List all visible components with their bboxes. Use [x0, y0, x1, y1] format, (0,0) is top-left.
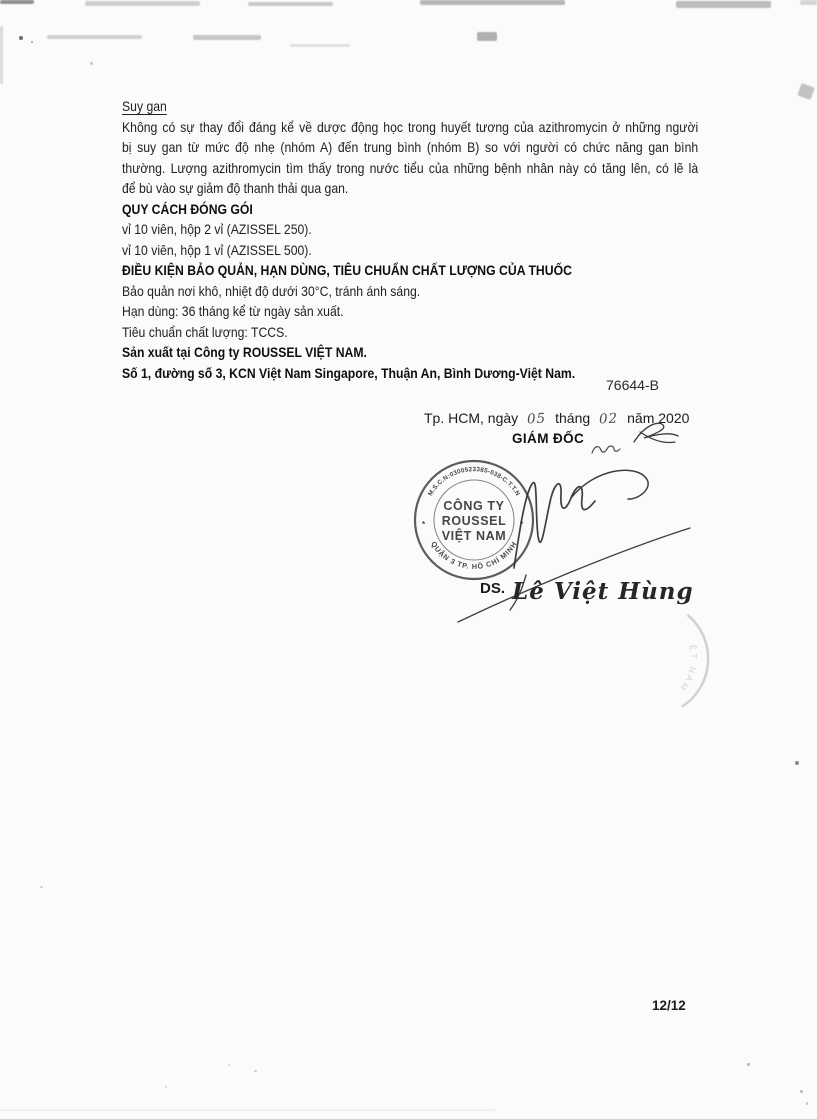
director-title: GIÁM ĐỐC — [512, 431, 585, 446]
scan-smudge — [0, 0, 34, 4]
manufacturer-address-line: Số 1, đường số 3, KCN Việt Nam Singapore, Thuận An, Bình Dương-Việt Nam. — [122, 364, 576, 381]
scan-speck — [254, 1070, 257, 1072]
scan-speck — [40, 886, 43, 888]
stamp-arc-bottom-text: QUẬN 3 TP. HỒ CHÍ MINH — [429, 539, 519, 572]
stamp-center-line1: CÔNG TY — [443, 499, 505, 513]
packaging-line: vỉ 10 viên, hộp 2 vỉ (AZISSEL 250). — [122, 221, 312, 237]
signer-name: Lê Việt Hùng — [512, 578, 694, 605]
ghost-stamp-text: ỆT NAM — [676, 643, 699, 695]
storage-conditions-heading: ĐIỀU KIỆN BẢO QUẢN, HẠN DÙNG, TIÊU CHUẨN CHẤT LƯỢNG CỦA THUỐC — [122, 262, 572, 278]
liver-paragraph-line: để bù vào sự giảm độ thanh thải qua gan. — [122, 180, 349, 196]
liver-section-heading: Suy gan — [122, 98, 167, 114]
scan-speck — [228, 1064, 230, 1066]
scan-smudge — [85, 1, 200, 6]
scan-speck — [165, 1086, 167, 1088]
scan-speck — [800, 1090, 803, 1093]
quality-standard-line: Tiêu chuẩn chất lượng: TCCS. — [122, 323, 288, 340]
scan-speck — [31, 41, 33, 43]
storage-line: Bảo quản nơi khô, nhiệt độ dưới 30°C, tránh ánh sáng. — [122, 282, 421, 299]
scan-smudge — [0, 26, 3, 84]
stamp-arc-top-text: M.S.C.N:0300523385-038-C.T.T.N — [426, 466, 522, 498]
scan-smudge — [248, 2, 333, 6]
scan-smudge — [193, 35, 261, 40]
scan-speck — [795, 761, 799, 765]
scan-smudge — [0, 1109, 495, 1111]
liver-paragraph-line: thường. Lượng azithromycin tìm thấy trong nước tiểu của những bệnh nhân này có tăng lên, có lẽ là — [122, 159, 699, 176]
scan-speck — [806, 1102, 808, 1105]
stamp-star-right: * — [520, 520, 524, 529]
date-prefix: Tp. HCM, ngày — [424, 410, 519, 426]
page-number: 12/12 — [652, 998, 686, 1013]
svg-text:ỆT NAM — [676, 642, 700, 695]
scan-smudge — [477, 32, 497, 41]
scan-smudge — [47, 35, 142, 39]
liver-paragraph-line: bị suy gan từ mức độ nhẹ (nhóm A) đến trung bình (nhóm B) so với người có chức năng gan bình — [122, 139, 699, 155]
manufacturer-line: Sản xuất tại Công ty ROUSSEL VIỆT NAM. — [122, 344, 367, 360]
signer-title-prefix: DS. — [480, 580, 506, 597]
packaging-heading: QUY CÁCH ĐÓNG GÓI — [122, 200, 253, 217]
document-body — [122, 96, 698, 383]
scan-speck — [747, 1063, 750, 1066]
scan-smudge — [800, 0, 817, 5]
scan-smudge — [797, 83, 815, 100]
date-thang-label: tháng — [555, 410, 591, 426]
signer-name-line — [480, 578, 694, 605]
ghost-stamp-fragment — [642, 603, 749, 732]
registration-code: 76644-B — [606, 377, 659, 393]
date-year-label: năm 2020 — [627, 410, 690, 426]
shelf-life-line: Hạn dùng: 36 tháng kể từ ngày sản xuất. — [122, 303, 344, 319]
stamp-center-line2: ROUSSEL — [441, 514, 507, 528]
handwritten-day: 05 — [526, 410, 547, 428]
stamp-star-left: * — [422, 520, 426, 529]
scan-smudge — [676, 1, 771, 8]
packaging-line: vỉ 10 viên, hộp 1 vỉ (AZISSEL 500). — [122, 241, 312, 258]
stamp-center-line3: VIỆT NAM — [441, 529, 507, 543]
pen-flourish-mark — [630, 418, 682, 452]
scan-speck — [19, 36, 23, 40]
handwritten-month: 02 — [598, 410, 619, 428]
scan-smudge — [420, 0, 565, 5]
scan-smudge — [290, 44, 350, 47]
liver-paragraph-line: Không có sự thay đổi đáng kể về dược động học trong huyết tương của azithromycin ở những người — [122, 118, 699, 135]
scan-speck — [90, 62, 93, 65]
